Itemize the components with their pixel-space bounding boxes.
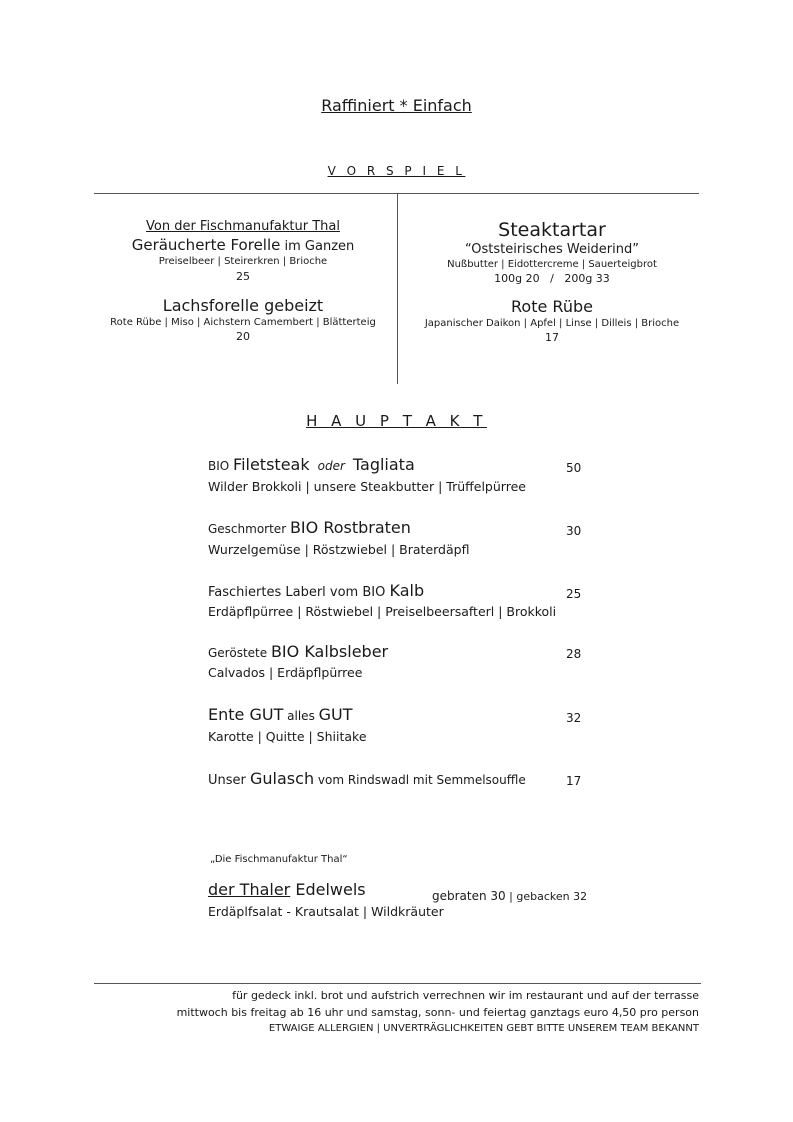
dish-price: 100g 20 / 200g 33 (494, 272, 610, 285)
dish-price: 25 (236, 270, 250, 283)
supplier-quote: „Die Fischmanufaktur Thal“ (210, 854, 348, 865)
dish-price: 17 (545, 331, 559, 344)
dish-name: Rote Rübe (511, 297, 593, 316)
footer-allergy-note: ETWAIGE ALLERGIEN | UNVERTRÄGLICHKEITEN GEBT BITTE UNSEREM TEAM BEKANNT (268, 1023, 699, 1034)
divider-vertical (397, 194, 398, 384)
dish-price: gebraten 30 | gebacken 32 (432, 889, 588, 903)
dish-description: Wilder Brokkoli | unsere Steakbutter | Trüffelpürree (208, 479, 526, 494)
dish-description: Nußbutter | Eidottercreme | Sauerteigbrot (447, 259, 657, 270)
vorspiel-left-column (98, 219, 388, 343)
dish-name: Ente GUT alles GUT (208, 705, 353, 724)
dish-description: Karotte | Quitte | Shiitake (208, 729, 367, 744)
dish-name: Geschmorter BIO Rostbraten (208, 518, 411, 537)
section-heading-hauptakt: H A U P T A K T (306, 412, 487, 430)
dish-description: Japanischer Daikon | Apfel | Linse | Dilleis | Brioche (424, 318, 680, 329)
menu-title: Raffiniert * Einfach (321, 96, 472, 115)
dish-price: 32 (566, 711, 582, 725)
dish-name: Geröstete BIO Kalbsleber (208, 642, 389, 661)
dish-name: der Thaler Edelwels (208, 880, 366, 899)
dish-description: Erdäpflpürree | Röstwiebel | Preiselbeersafterl | Brokkoli (208, 604, 557, 619)
section-heading-vorspiel: V O R S P I E L (327, 164, 466, 178)
dish-price: 17 (566, 774, 582, 788)
vorspiel-right-column (407, 219, 697, 344)
dish-name: Faschiertes Laberl vom BIO Kalb (208, 581, 425, 600)
footer-cover-charge: für gedeck inkl. brot und aufstrich verrechnen wir im restaurant und auf der terrasse (232, 989, 699, 1002)
dish-description: Erdäplfsalat - Krautsalat | Wildkräuter (208, 904, 444, 919)
dish-name: Steaktartar (498, 219, 606, 241)
dish-description: Calvados | Erdäpflpürree (208, 665, 363, 680)
dish-description: Rote Rübe | Miso | Aichstern Camembert | Blätterteig (110, 317, 376, 328)
dish-description: Preiselbeer | Steirerkren | Brioche (158, 256, 328, 267)
dish-name: Geräucherte Forelle im Ganzen (131, 236, 355, 254)
dish-price: 28 (566, 647, 582, 661)
dish-name: Unser Gulasch vom Rindswadl mit Semmelsouffle (208, 769, 526, 788)
dish-price: 25 (566, 587, 582, 601)
supplier-label: Von der Fischmanufaktur Thal (146, 219, 340, 234)
dish-price: 50 (566, 461, 582, 475)
dish-description: Wurzelgemüse | Röstzwiebel | Braterdäpfl (208, 542, 470, 557)
divider-bottom (94, 983, 701, 984)
dish-price: 20 (236, 330, 250, 343)
dish-name: BIO Filetsteak oder Tagliata (208, 455, 415, 474)
dish-subtitle: “Oststeirisches Weiderind” (464, 242, 639, 257)
dish-name: Lachsforelle gebeizt (162, 296, 324, 315)
footer-cover-charge-times: mittwoch bis freitag ab 16 uhr und samstag, sonn- und feiertag ganztags euro 4,50 pro person (176, 1006, 699, 1019)
dish-price: 30 (566, 524, 582, 538)
